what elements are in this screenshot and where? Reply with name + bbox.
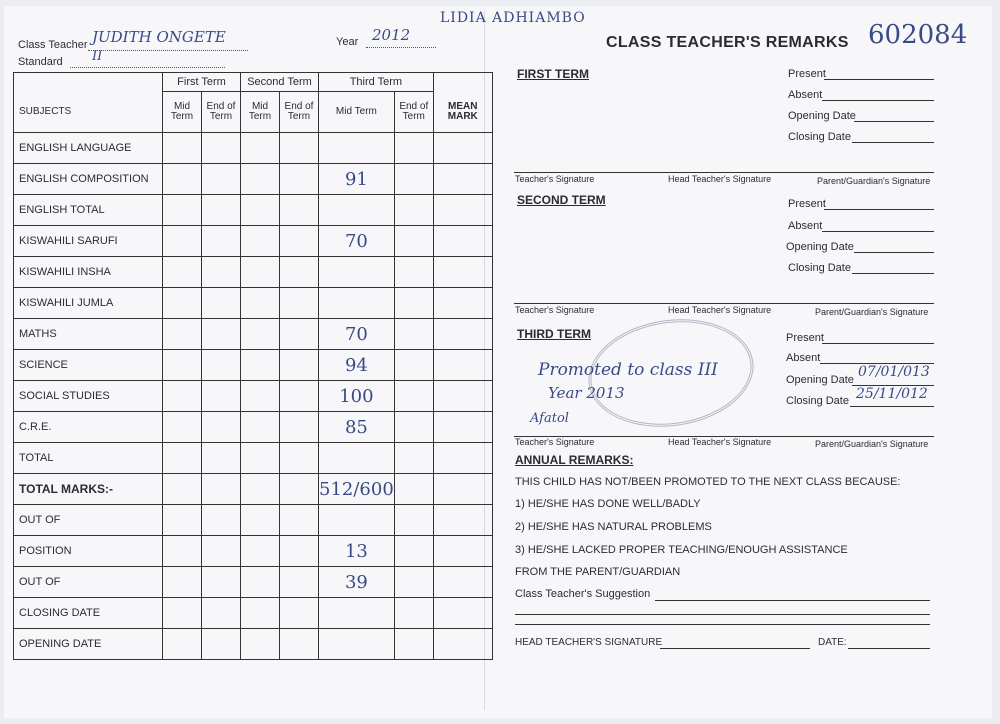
mark-cell bbox=[394, 133, 433, 164]
mark-cell bbox=[163, 474, 202, 505]
second-absent-label: Absent bbox=[788, 220, 823, 232]
first-closing-line bbox=[852, 142, 934, 143]
mark-cell bbox=[163, 195, 202, 226]
class-teacher-line bbox=[88, 50, 248, 51]
subject-label: CLOSING DATE bbox=[14, 598, 163, 629]
mark-cell bbox=[394, 381, 433, 412]
mark-cell bbox=[202, 195, 241, 226]
mark-cell bbox=[241, 133, 280, 164]
subject-label: TOTAL bbox=[14, 443, 163, 474]
third-term-header: Third Term bbox=[319, 73, 434, 92]
mark-cell bbox=[241, 164, 280, 195]
subject-label: MATHS bbox=[14, 319, 163, 350]
first-opening-line bbox=[854, 121, 934, 122]
mark-cell bbox=[202, 226, 241, 257]
mean-mark-cell bbox=[433, 381, 492, 412]
third-present-line bbox=[822, 343, 934, 344]
mark-cell bbox=[280, 350, 319, 381]
standard-value: II bbox=[92, 49, 103, 64]
annual-line-2: 2) HE/SHE HAS NATURAL PROBLEMS bbox=[515, 521, 712, 533]
year-label: Year bbox=[336, 36, 359, 48]
mark-cell bbox=[394, 226, 433, 257]
mark-cell bbox=[319, 350, 395, 381]
first-teacher-sig: Teacher's Signature bbox=[515, 174, 595, 184]
mark-cell bbox=[394, 195, 433, 226]
mark-cell bbox=[394, 257, 433, 288]
table-row bbox=[14, 288, 493, 319]
sub-header-cell: End of Term bbox=[394, 92, 433, 133]
second-term-header: Second Term bbox=[241, 73, 319, 92]
table-row bbox=[14, 412, 493, 443]
second-parent-sig: Parent/Guardian's Signature bbox=[815, 307, 929, 317]
mark-cell bbox=[202, 598, 241, 629]
third-term-mid-mark: 100 bbox=[339, 385, 374, 407]
sub-header-cell: Mid Term bbox=[319, 92, 395, 133]
mark-cell bbox=[394, 164, 433, 195]
mark-cell bbox=[319, 319, 395, 350]
mark-cell bbox=[319, 195, 395, 226]
second-term-sig-line bbox=[514, 303, 934, 304]
mark-cell bbox=[394, 536, 433, 567]
blank-header-cell bbox=[14, 73, 163, 92]
mean-mark-cell bbox=[433, 226, 492, 257]
head-teacher-signature-label: HEAD TEACHER'S SIGNATURE bbox=[515, 637, 663, 648]
annual-line-4: FROM THE PARENT/GUARDIAN bbox=[515, 566, 681, 578]
mark-cell bbox=[280, 536, 319, 567]
promotion-remark-line1: Promoted to class III bbox=[538, 360, 718, 380]
mark-cell bbox=[241, 443, 280, 474]
subject-label: SCIENCE bbox=[14, 350, 163, 381]
mark-cell bbox=[163, 319, 202, 350]
mark-cell bbox=[202, 412, 241, 443]
annual-date-label: DATE: bbox=[818, 637, 847, 648]
mark-cell bbox=[202, 350, 241, 381]
mark-cell bbox=[202, 629, 241, 660]
table-row bbox=[14, 567, 493, 598]
class-teacher-value: JUDITH ONGETE bbox=[92, 28, 226, 46]
mark-cell bbox=[280, 257, 319, 288]
first-head-sig: Head Teacher's Signature bbox=[668, 174, 772, 184]
subjects-header: SUBJECTS bbox=[14, 92, 163, 133]
third-term-mid-mark: 70 bbox=[344, 323, 368, 345]
mark-cell bbox=[163, 567, 202, 598]
subject-label: OUT OF bbox=[14, 505, 163, 536]
teacher-signature-hand: Afatol bbox=[530, 411, 569, 426]
mark-cell bbox=[280, 474, 319, 505]
mark-cell bbox=[319, 288, 395, 319]
table-row bbox=[14, 319, 493, 350]
table-row bbox=[14, 350, 493, 381]
annual-line-1: 1) HE/SHE HAS DONE WELL/BADLY bbox=[515, 498, 701, 510]
sub-header-cell: Mid Term bbox=[163, 92, 202, 133]
standard-label: Standard bbox=[18, 56, 63, 68]
mark-cell bbox=[319, 536, 395, 567]
subject-label: C.R.E. bbox=[14, 412, 163, 443]
first-present-label: Present bbox=[788, 68, 826, 80]
second-closing-label: Closing Date bbox=[788, 262, 851, 274]
first-opening-label: Opening Date bbox=[788, 110, 856, 122]
mark-cell bbox=[280, 629, 319, 660]
mark-cell bbox=[394, 350, 433, 381]
mark-cell bbox=[163, 133, 202, 164]
first-parent-sig: Parent/Guardian's Signature bbox=[817, 176, 931, 186]
mean-mark-cell bbox=[433, 288, 492, 319]
mark-cell bbox=[280, 195, 319, 226]
mark-cell bbox=[241, 598, 280, 629]
mark-cell bbox=[241, 319, 280, 350]
table-row bbox=[14, 133, 493, 164]
third-term-mid-mark: 91 bbox=[344, 168, 368, 190]
mark-cell bbox=[394, 412, 433, 443]
third-term-mid-mark: 39 bbox=[344, 571, 368, 593]
third-absent-label: Absent bbox=[786, 352, 821, 364]
table-row bbox=[14, 598, 493, 629]
third-closing-label: Closing Date bbox=[786, 395, 849, 407]
mark-cell bbox=[241, 350, 280, 381]
serial-number: 602084 bbox=[868, 20, 968, 50]
mark-cell bbox=[202, 567, 241, 598]
term-header-row bbox=[14, 73, 493, 92]
first-term-sig-line bbox=[514, 172, 934, 173]
suggestion-line-2 bbox=[515, 614, 930, 615]
third-term-mid-mark: 70 bbox=[344, 230, 368, 252]
third-closing-line bbox=[850, 406, 934, 407]
annual-remarks-heading: ANNUAL REMARKS: bbox=[515, 453, 634, 467]
mark-cell bbox=[202, 133, 241, 164]
mark-cell bbox=[280, 412, 319, 443]
second-closing-line bbox=[852, 273, 934, 274]
table-row bbox=[14, 536, 493, 567]
sub-header-cell: End of Term bbox=[202, 92, 241, 133]
mark-cell bbox=[202, 288, 241, 319]
mark-cell bbox=[319, 133, 395, 164]
first-closing-label: Closing Date bbox=[788, 131, 851, 143]
mean-mark-cell bbox=[433, 412, 492, 443]
mark-cell bbox=[241, 381, 280, 412]
annual-date-line bbox=[848, 648, 930, 649]
mean-mark-cell bbox=[433, 629, 492, 660]
year-value: 2012 bbox=[372, 26, 411, 44]
mark-cell bbox=[241, 629, 280, 660]
second-opening-label: Opening Date bbox=[786, 241, 854, 253]
third-closing-value: 25/11/012 bbox=[856, 386, 928, 402]
mark-cell bbox=[163, 226, 202, 257]
blank-mean-cell bbox=[433, 73, 492, 92]
mark-cell bbox=[319, 164, 395, 195]
suggestion-line-1 bbox=[655, 600, 930, 601]
mark-cell bbox=[241, 257, 280, 288]
mark-cell bbox=[280, 381, 319, 412]
mark-cell bbox=[319, 257, 395, 288]
mark-cell bbox=[394, 319, 433, 350]
mean-mark-cell bbox=[433, 598, 492, 629]
mark-cell bbox=[280, 288, 319, 319]
mark-cell bbox=[280, 598, 319, 629]
third-teacher-sig: Teacher's Signature bbox=[515, 437, 595, 447]
third-term-mid-mark: 94 bbox=[344, 354, 368, 376]
mark-cell bbox=[319, 412, 395, 443]
mark-cell bbox=[319, 443, 395, 474]
table-row bbox=[14, 195, 493, 226]
subject-label: OPENING DATE bbox=[14, 629, 163, 660]
sub-header-cell: End of Term bbox=[280, 92, 319, 133]
mark-cell bbox=[394, 474, 433, 505]
third-term-mid-mark: 13 bbox=[344, 540, 368, 562]
mark-cell bbox=[202, 536, 241, 567]
mark-cell bbox=[163, 257, 202, 288]
mark-cell bbox=[394, 567, 433, 598]
sub-header-row bbox=[14, 92, 493, 133]
mean-mark-cell bbox=[433, 474, 492, 505]
third-term-heading: THIRD TERM bbox=[517, 327, 591, 341]
table-row bbox=[14, 443, 493, 474]
mean-mark-cell bbox=[433, 536, 492, 567]
mean-mark-cell bbox=[433, 195, 492, 226]
mark-cell bbox=[280, 226, 319, 257]
suggestion-label: Class Teacher's Suggestion bbox=[515, 588, 651, 600]
head-teacher-signature-line bbox=[660, 648, 810, 649]
third-head-sig: Head Teacher's Signature bbox=[668, 437, 772, 447]
sub-header-cell: Mid Term bbox=[241, 92, 280, 133]
mark-cell bbox=[163, 288, 202, 319]
mark-cell bbox=[163, 350, 202, 381]
mark-cell bbox=[394, 598, 433, 629]
remarks-title: CLASS TEACHER'S REMARKS bbox=[606, 34, 849, 51]
mean-mark-cell bbox=[433, 350, 492, 381]
mark-cell bbox=[319, 226, 395, 257]
year-line bbox=[366, 47, 436, 48]
table-row bbox=[14, 629, 493, 660]
subject-label: POSITION bbox=[14, 536, 163, 567]
mean-mark-cell bbox=[433, 257, 492, 288]
table-row bbox=[14, 505, 493, 536]
pupil-name: LIDIA ADHIAMBO bbox=[440, 10, 586, 26]
mark-cell bbox=[319, 629, 395, 660]
mark-cell bbox=[280, 567, 319, 598]
second-present-label: Present bbox=[788, 198, 826, 210]
table-row bbox=[14, 164, 493, 195]
mark-cell bbox=[241, 567, 280, 598]
annual-line-3: 3) HE/SHE LACKED PROPER TEACHING/ENOUGH ASSISTANCE bbox=[515, 544, 848, 556]
marks-table bbox=[13, 72, 493, 660]
table-row bbox=[14, 474, 493, 505]
subject-label: ENGLISH TOTAL bbox=[14, 195, 163, 226]
mark-cell bbox=[280, 443, 319, 474]
second-opening-line bbox=[854, 252, 934, 253]
second-head-sig: Head Teacher's Signature bbox=[668, 305, 772, 315]
mark-cell bbox=[280, 164, 319, 195]
mark-cell bbox=[319, 567, 395, 598]
mark-cell bbox=[394, 288, 433, 319]
mark-cell bbox=[202, 381, 241, 412]
mark-cell bbox=[202, 164, 241, 195]
mark-cell bbox=[280, 133, 319, 164]
annual-line-0: THIS CHILD HAS NOT/BEEN PROMOTED TO THE NEXT CLASS BECAUSE: bbox=[515, 476, 901, 488]
third-term-mid-mark: 512/600 bbox=[319, 478, 394, 500]
mark-cell bbox=[319, 474, 395, 505]
subject-label: ENGLISH LANGUAGE bbox=[14, 133, 163, 164]
mark-cell bbox=[280, 505, 319, 536]
mark-cell bbox=[202, 257, 241, 288]
subject-label: KISWAHILI INSHA bbox=[14, 257, 163, 288]
subject-label: ENGLISH COMPOSITION bbox=[14, 164, 163, 195]
mark-cell bbox=[163, 381, 202, 412]
standard-line bbox=[70, 67, 225, 68]
subject-label: SOCIAL STUDIES bbox=[14, 381, 163, 412]
mean-mark-cell bbox=[433, 443, 492, 474]
mark-cell bbox=[202, 319, 241, 350]
subject-label: KISWAHILI SARUFI bbox=[14, 226, 163, 257]
subject-label: KISWAHILI JUMLA bbox=[14, 288, 163, 319]
mark-cell bbox=[319, 598, 395, 629]
mark-cell bbox=[163, 598, 202, 629]
mark-cell bbox=[163, 629, 202, 660]
third-term-mid-mark: 85 bbox=[344, 416, 368, 438]
mark-rows bbox=[14, 133, 493, 660]
first-absent-line bbox=[822, 100, 934, 101]
third-opening-value: 07/01/013 bbox=[858, 364, 930, 380]
mark-cell bbox=[241, 226, 280, 257]
mean-mark-cell bbox=[433, 505, 492, 536]
mark-cell bbox=[202, 474, 241, 505]
first-term-header: First Term bbox=[163, 73, 241, 92]
first-absent-label: Absent bbox=[788, 89, 823, 101]
mean-mark-cell bbox=[433, 164, 492, 195]
mark-cell bbox=[202, 505, 241, 536]
mark-cell bbox=[163, 164, 202, 195]
second-present-line bbox=[824, 209, 934, 210]
mark-cell bbox=[241, 288, 280, 319]
class-teacher-label: Class Teacher bbox=[18, 39, 88, 51]
mark-cell bbox=[319, 505, 395, 536]
mean-mark-cell bbox=[433, 133, 492, 164]
promotion-remark-line2: Year 2013 bbox=[548, 384, 625, 402]
third-present-label: Present bbox=[786, 332, 824, 344]
table-row bbox=[14, 257, 493, 288]
mark-cell bbox=[241, 505, 280, 536]
mark-cell bbox=[319, 381, 395, 412]
table-row bbox=[14, 226, 493, 257]
third-opening-label: Opening Date bbox=[786, 374, 854, 386]
mark-cell bbox=[394, 629, 433, 660]
subject-label: TOTAL MARKS:- bbox=[14, 474, 163, 505]
mark-cell bbox=[163, 443, 202, 474]
mark-cell bbox=[163, 412, 202, 443]
mark-cell bbox=[241, 474, 280, 505]
second-absent-line bbox=[822, 231, 934, 232]
first-present-line bbox=[824, 79, 934, 80]
mark-cell bbox=[202, 443, 241, 474]
suggestion-line-3 bbox=[515, 624, 930, 625]
mark-cell bbox=[163, 536, 202, 567]
second-term-heading: SECOND TERM bbox=[517, 193, 606, 207]
subject-label: OUT OF bbox=[14, 567, 163, 598]
second-teacher-sig: Teacher's Signature bbox=[515, 305, 595, 315]
mark-cell bbox=[241, 195, 280, 226]
first-term-heading: FIRST TERM bbox=[517, 67, 589, 81]
table-row bbox=[14, 381, 493, 412]
mark-cell bbox=[394, 505, 433, 536]
mean-mark-cell bbox=[433, 319, 492, 350]
mark-cell bbox=[241, 536, 280, 567]
mark-cell bbox=[163, 505, 202, 536]
mean-mark-cell bbox=[433, 567, 492, 598]
mean-mark-header: MEAN MARK bbox=[433, 92, 492, 133]
mark-cell bbox=[280, 319, 319, 350]
mark-cell bbox=[394, 443, 433, 474]
third-parent-sig: Parent/Guardian's Signature bbox=[815, 439, 929, 449]
mark-cell bbox=[241, 412, 280, 443]
